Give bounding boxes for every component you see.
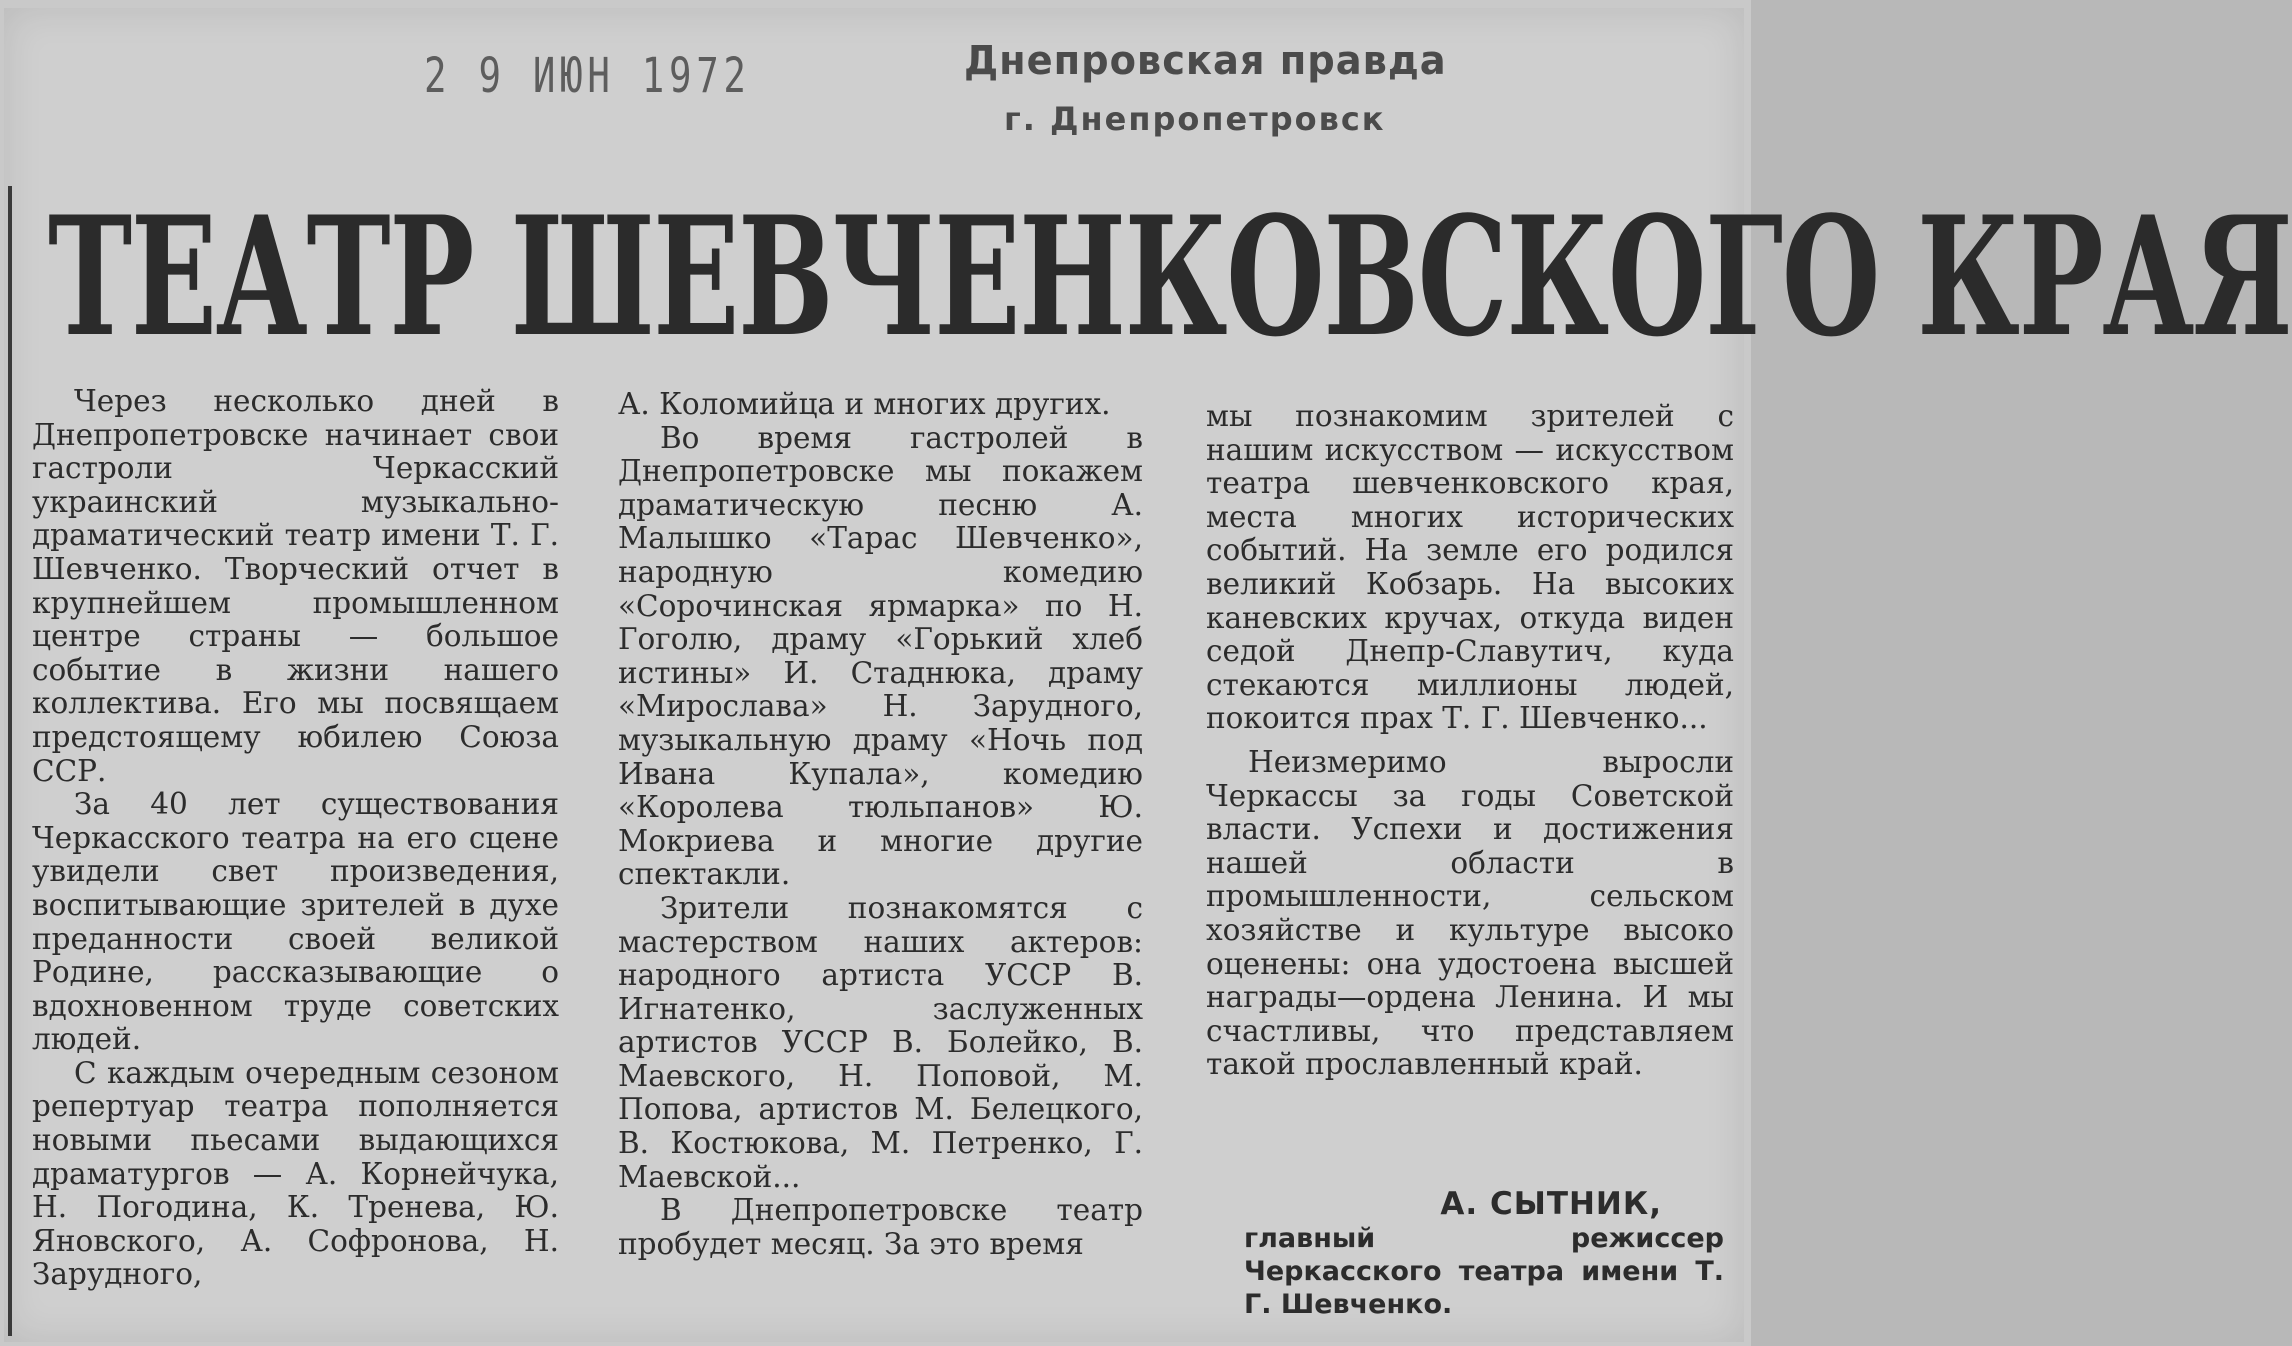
author-title: главный режиссер Черкасского театра имени Т. Г. Шевченко. <box>1244 1223 1724 1320</box>
article-headline: ТЕАТР ШЕВЧЕНКОВСКОГО КРАЯ <box>48 180 2292 373</box>
newspaper-clipping <box>4 8 2292 1342</box>
newspaper-name-stamp: Днепровская правда <box>964 38 1447 84</box>
article-column-3 <box>1206 400 1734 1082</box>
date-stamp: 2 9 ИЮН 1972 <box>424 48 751 104</box>
paragraph: В Днепропетровске театр пробудет месяц. За это время <box>618 1193 1143 1261</box>
paragraph: С каждым очередным сезоном репертуар театра пополняется новыми пьесами выдающихся драматургов — А. Корнейчука, Н. Погодина, К. Тренева, Ю. Яновского, А. Софронова, Н. Зарудного, <box>32 1055 559 1292</box>
left-column-rule <box>8 186 12 1336</box>
article-column-1 <box>32 385 559 1292</box>
paragraph: Через несколько дней в Днепропетровске начинает свои гастроли Черкасский украинский музыкально-драматический театр имени Т. Г. Шевченко. Творческий отчет в крупнейшем промышленном центре страны — большое событие в жизни нашего коллектива. Его мы посвящаем предстоящему юбилею Союза ССР. <box>32 384 559 788</box>
paragraph: мы познакомим зрителей с нашим искусством — искусством театра шевченковского края, места многих исторических событий. На земле его родился великий Кобзарь. На высоких каневских кручах, откуда виден седой Днепр-Славутич, куда стекаются миллионы людей, покоится прах Т. Г. Шевченко... <box>1206 399 1734 736</box>
city-stamp: г. Днепропетровск <box>1004 100 1386 138</box>
paragraph: Зрители познакомятся с мастерством наших актеров: народного артиста УССР В. Игнатенко, заслуженных артистов УССР В. Болейко, В. Маевского, Н. Поповой, М. Попова, артистов М. Белецкого, В. Костюкова, М. Петренко, Г. Маевской... <box>618 890 1143 1194</box>
paragraph: Во время гастролей в Днепропетровске мы покажем драматическую песню А. Малышко «Тарас Шевченко», народную комедию «Сорочинская ярмарка» по Н. Гоголю, драму «Горький хлеб истины» И. Стаднюка, драму «Мирослава» Н. Зарудного, музыкальную драму «Ночь под Ивана Купала», комедию «Королева тюльпанов» Ю. Мокриева и многие другие спектакли. <box>618 420 1143 892</box>
paragraph: А. Коломийца и многих других. <box>618 387 1111 421</box>
paragraph: Неизмеримо выросли Черкассы за годы Советской власти. Успехи и достижения нашей области в промышленности, сельском хозяйстве и культуре высоко оценены: она удостоена высшей награды—ордена Ленина. И мы счастливы, что представляем такой прославленный край. <box>1206 744 1734 1082</box>
author-signature <box>1244 1186 1724 1321</box>
paragraph: За 40 лет существования Черкасского театра на его сцене увидели свет произведения, воспитывающие зрителей в духе преданности своей великой Родине, рассказывающие о вдохновенном труде советских людей. <box>32 787 559 1057</box>
article-column-2 <box>618 388 1143 1261</box>
author-name: А. СЫТНИК, <box>1440 1186 1662 1222</box>
